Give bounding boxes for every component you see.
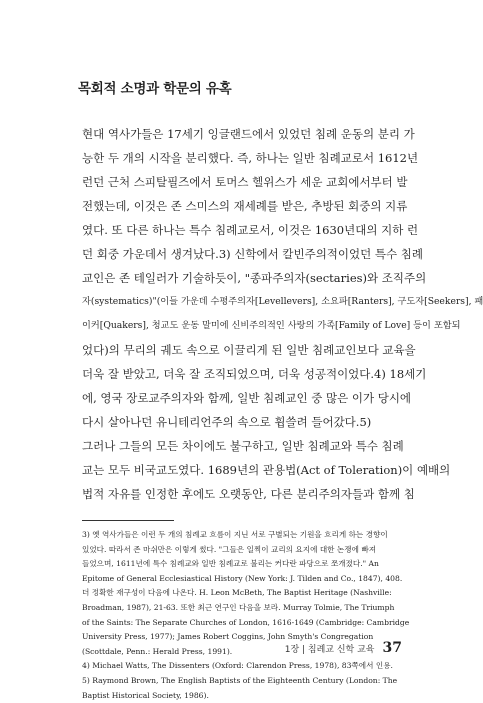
footnote-line: 들었으며, 1611년에 특수 침례교와 일반 침례교로 불리는 커다란 파당으로 쪼개졌다." An (82, 559, 379, 569)
page-number: 37 (382, 640, 402, 656)
body-line: 법적 자유를 인정한 후에도 오랫동안, 다른 분리주의자들과 함께 침 (82, 487, 415, 501)
body-line: 그러나 그들의 모든 차이에도 불구하고, 일반 침례교와 특수 침례 (82, 439, 404, 453)
footnotes (82, 528, 410, 703)
footnote-line: Broadman, 1987), 21-63. 또한 최근 연구인 다음을 보라. Murray Tolmie, The Triumph (82, 602, 395, 612)
footnote-line: Baptist Historical Society, 1986). (82, 690, 209, 700)
body-line: 능한 두 개의 시작을 분리했다. 즉, 하나는 일반 침례교로서 1612년 (82, 151, 419, 165)
body-line: 현대 역사가들은 17세기 잉글랜드에서 있었던 침례 운동의 분리 가 (82, 127, 415, 141)
body-line: 런던 근처 스피탈필즈에서 토머스 헬위스가 세운 교회에서부터 발 (82, 175, 408, 189)
body-text (82, 122, 483, 506)
body-line: 이커[Quakers], 청교도 운동 말미에 신비주의적인 사랑의 가족[Family of Love] 등이 포함되 (82, 320, 461, 331)
body-line: 교인은 존 테일러가 기술하듯이, "종파주의자(sectaries)와 조직주의 (82, 271, 427, 285)
body-line: 에, 영국 장로교주의자와 함께, 일반 침례교인 중 많은 이가 당시에 (82, 391, 412, 405)
footnote-line: 5) Raymond Brown, The English Baptists of the Eighteenth Century (London: The (82, 675, 398, 685)
footnote-line: 3) 옛 역사가들은 이런 두 개의 침례교 흐름이 지닌 서로 구별되는 기원을 흐리게 하는 경향이 (82, 530, 388, 539)
footnote-line: 4) Michael Watts, The Dissenters (Oxford: Clarendon Press, 1978), 83쪽에서 인용. (82, 661, 393, 671)
footnote-line: 더 정확한 재구성이 다음에 나온다. H. Leon McBeth, The Baptist Heritage (Nashville: (82, 588, 392, 598)
body-line: 더욱 잘 받았고, 더욱 잘 조직되었으며, 더욱 성공적이었다.4) 18세기 (82, 367, 427, 381)
footnote-divider (82, 520, 174, 521)
body-line: 다시 살아나던 유니테리언주의 속으로 휩쓸려 들어갔다.5) (82, 415, 372, 429)
footnote-line: University Press, 1977); James Robert Coggins, John Smyth's Congregation (82, 632, 374, 642)
body-line: 자(systematics)"(이들 가운데 수평주의자[Levellevers], 소요파[Ranters], 구도자[Seekers], 패 (82, 296, 483, 307)
body-line: 교는 모두 비국교도였다. 1689년의 관용법(Act of Toleration)이 예배의 (82, 463, 451, 477)
footnote-line: (Scottdale, Penn.: Herald Press, 1991). (82, 646, 233, 656)
chapter-label: 1장 | 침례교 신학 교육 (284, 645, 375, 655)
section-heading: 목회적 소명과 학문의 유혹 (78, 81, 232, 97)
body-line: 었다)의 무리의 궤도 속으로 이끌리게 된 일반 침례교인보다 교육을 (82, 343, 416, 357)
footnote-line: 있었다. 따라서 존 마쉬만은 이렇게 썼다. "그들은 일찍이 교리의 요지에 대한 논쟁에 빠져 (82, 544, 377, 554)
footnote-line: Epitome of General Ecclesiastical History (New York: J. Tilden and Co., 1847), 408. (82, 573, 403, 583)
body-line: 던 회중 가운데서 생겨났다.3) 신학에서 칼빈주의적이었던 특수 침례 (82, 247, 423, 261)
page-footer (284, 640, 402, 656)
body-line: 전했는데, 이것은 존 스미스의 재세례를 받은, 추방된 회중의 지류 (82, 199, 408, 213)
footnote-line: of the Saints: The Separate Churches of London, 1616-1649 (Cambridge: Cambridge (82, 617, 410, 627)
body-line: 였다. 또 다른 하나는 특수 침례교로서, 이것은 1630년대의 지하 런 (82, 223, 419, 237)
